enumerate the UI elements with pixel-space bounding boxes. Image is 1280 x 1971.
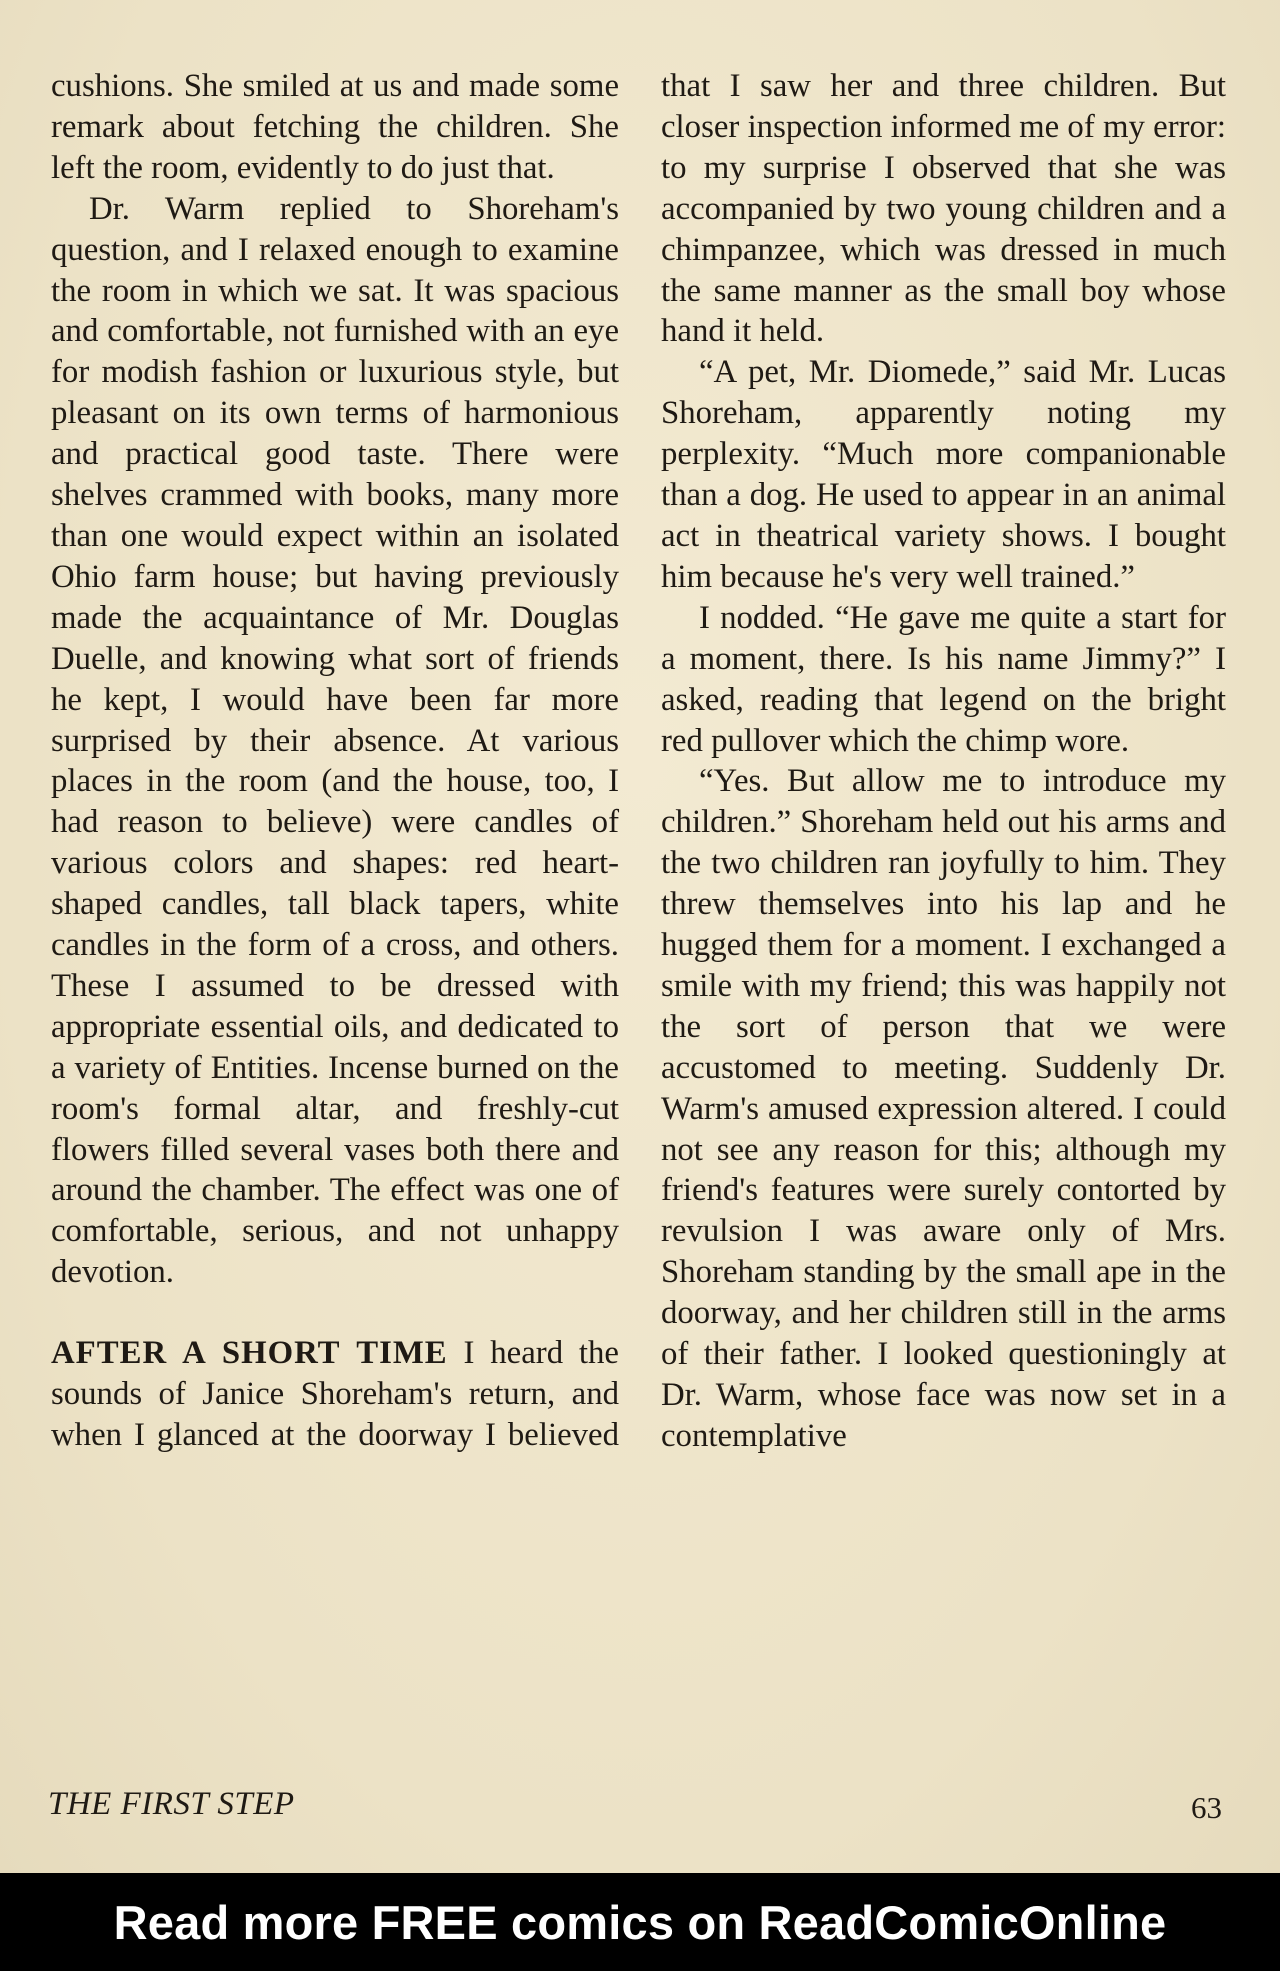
paragraph: “A pet, Mr. Diomede,” said Mr. Lucas Shoreham, apparently noting my perplexity. “Much more companionable than a dog. He used to appear in an animal act in theatrical variety shows. I bought him because he's very well trained.” [661, 354, 1226, 595]
section-break [51, 1293, 619, 1333]
paragraph: I nodded. “He gave me quite a start for a moment, there. Is his name Jimmy?” I asked, reading that legend on the bright red pullover which the chimp wore. [661, 599, 1226, 759]
paragraph: cushions. She smiled at us and made some remark about fetching the children. She left the room, evidently to do just that. [51, 68, 619, 186]
paragraph-text: I heard the sounds of Janice Shoreham's return, and when I glanced at the doorway I believed [51, 1335, 619, 1453]
right-text-column [661, 66, 1226, 1457]
paragraph: that I saw her and three children. But closer inspection informed me of my error: to my surprise I observed that she was accompanied by two young children and a chimpanzee, which was dressed in much the same manner as the small boy whose hand it held. [661, 68, 1226, 350]
section-heading: AFTER A SHORT TIME [51, 1335, 448, 1372]
paragraph: “Yes. But allow me to introduce my children.” Shoreham held out his arms and the two children ran joyfully to him. They threw themselves into his lap and he hugged them for a moment. I exchanged a smile with my friend; this was happily not the sort of person that we were accustomed to meeting. Suddenly Dr. Warm's amused expression altered. I could not see any reason for this; although my friend's features were surely contorted by revulsion I was aware only of Mrs. Shoreham standing by the small ape in the doorway, and her children still in the arms of their father. I looked questioningly at Dr. Warm, whose face was now set in a contemplative [661, 763, 1226, 1454]
running-footer-title: THE FIRST STEP [48, 1786, 295, 1822]
left-text-column [51, 66, 619, 1456]
promo-banner: Read more FREE comics on ReadComicOnline [0, 1873, 1280, 1971]
paragraph [51, 1333, 619, 1456]
paragraph: Dr. Warm replied to Shoreham's question, and I relaxed enough to examine the room in which we sat. It was spacious and comfortable, not furnished with an eye for modish fashion or luxurious style, but pleasant on its own terms of harmonious and practical good taste. There were shelves crammed with books, many more than one would expect within an isolated Ohio farm house; but having previously made the acquaintance of Mr. Douglas Duelle, and knowing what sort of friends he kept, I would have been far more surprised by their absence. At various places in the room (and the house, too, I had reason to believe) were candles of various colors and shapes: red heart-shaped candles, tall black tapers, white candles in the form of a cross, and others. These I assumed to be dressed with appropriate essential oils, and dedicated to a variety of Entities. Incense burned on the room's formal altar, and freshly-cut flowers filled several vases both there and around the chamber. The effect was one of comfortable, serious, and not unhappy devotion. [51, 190, 619, 1291]
page-number: 63 [1191, 1790, 1222, 1825]
